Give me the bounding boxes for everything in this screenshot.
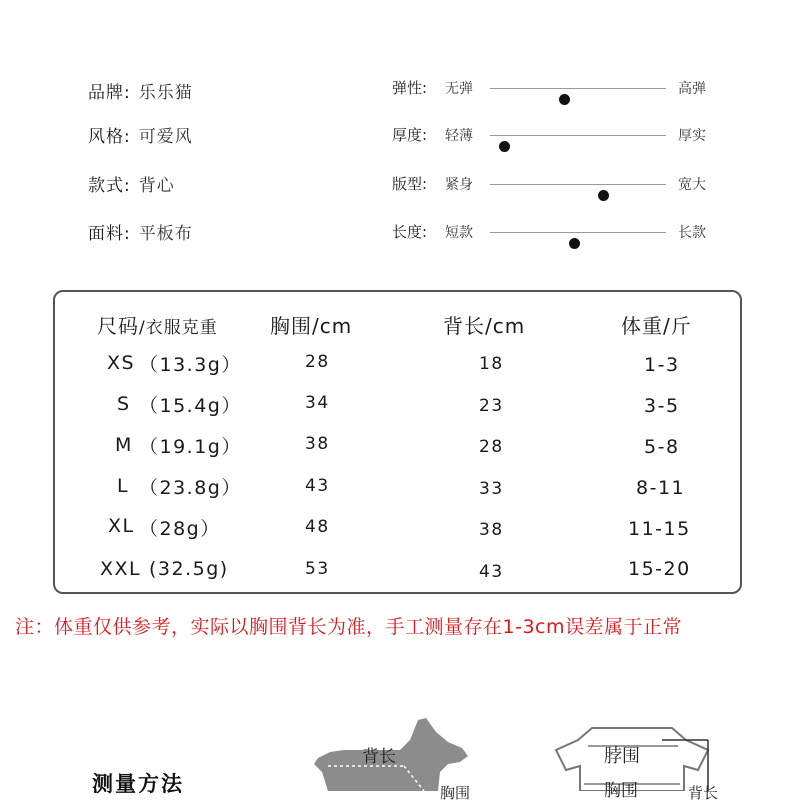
cell-length: 33 (479, 479, 504, 499)
cell-weight: 8-11 (636, 477, 686, 499)
cell-chest: 38 (305, 434, 330, 454)
attr-type-value: 背心 (138, 176, 175, 196)
cell-chest: 48 (305, 517, 330, 537)
slider-track (490, 184, 666, 185)
cell-size: XXL (100, 558, 142, 580)
cell-weight: 1-3 (644, 354, 680, 376)
header-size-sub: /衣服克重 (139, 318, 218, 338)
attr-brand (88, 78, 193, 103)
slider-low-label: 无弹 (445, 81, 473, 97)
cell-size: L (117, 475, 130, 497)
attr-brand-key: 品牌: (88, 83, 131, 103)
slider-low-label: 短款 (445, 225, 473, 241)
header-weight: 体重/斤 (621, 314, 692, 338)
label-back-length: 背长 (362, 747, 396, 767)
cell-length: 23 (479, 396, 504, 416)
attr-type (88, 171, 175, 196)
cell-length: 18 (479, 354, 504, 374)
attr-type-key: 款式: (88, 176, 131, 196)
attr-brand-value: 乐乐猫 (138, 83, 193, 103)
slider-length (392, 221, 722, 245)
cell-length: 28 (479, 437, 504, 457)
label-chest-2: 胸围 (604, 781, 638, 801)
slider-track (490, 135, 666, 136)
cell-chest: 34 (305, 393, 330, 413)
cell-grams: （15.4g） (139, 395, 242, 417)
size-table (53, 290, 742, 594)
label-chest: 胸围 (440, 784, 471, 802)
disclaimer-note: 注：体重仅供参考，实际以胸围背长为准，手工测量存在1-3cm误差属于正常 (15, 616, 682, 638)
slider-knob (559, 94, 570, 105)
cell-weight: 5-8 (644, 436, 680, 458)
slider-high-label: 宽大 (678, 177, 706, 193)
slider-key: 长度: (392, 223, 428, 241)
attr-fabric (88, 219, 193, 244)
slider-knob (499, 141, 510, 152)
cell-size: XS (107, 352, 136, 374)
slider-key: 厚度: (392, 126, 428, 144)
cell-length: 38 (479, 520, 504, 540)
attr-style (88, 122, 193, 147)
slider-high-label: 厚实 (678, 128, 706, 144)
label-neck: 脖围 (604, 746, 640, 767)
attr-fabric-key: 面料: (88, 224, 131, 244)
cell-weight: 3-5 (644, 395, 680, 417)
label-back-length-2: 背长 (688, 784, 719, 802)
cell-grams: （23.8g） (139, 477, 242, 499)
cell-chest: 28 (305, 352, 330, 372)
slider-knob (569, 238, 580, 249)
cell-chest: 53 (305, 559, 330, 579)
attr-fabric-value: 平板布 (138, 224, 193, 244)
slider-high-label: 高弹 (678, 81, 706, 97)
slider-fit (392, 173, 722, 197)
slider-key: 版型: (392, 175, 428, 193)
header-length: 背长/cm (443, 314, 526, 338)
measure-title: 测量方法 (92, 772, 184, 796)
cell-size: M (115, 434, 133, 456)
header-chest: 胸围/cm (270, 314, 353, 338)
cell-weight: 11-15 (628, 518, 691, 540)
cell-size: XL (108, 515, 135, 537)
cell-size: S (117, 393, 131, 415)
attr-style-key: 风格: (88, 127, 131, 147)
cell-grams: （28g） (139, 518, 221, 540)
slider-key: 弹性: (392, 79, 428, 97)
cell-grams: (32.5g) (149, 558, 229, 580)
attr-style-value: 可爱风 (138, 127, 193, 147)
slider-thickness (392, 124, 722, 148)
header-size-label: 尺码 (97, 314, 139, 338)
slider-track (490, 88, 666, 89)
slider-elasticity (392, 77, 722, 101)
slider-track (490, 232, 666, 233)
header-size (97, 310, 218, 339)
slider-low-label: 轻薄 (445, 128, 473, 144)
cell-grams: （13.3g） (139, 354, 242, 376)
cell-chest: 43 (305, 476, 330, 496)
slider-low-label: 紧身 (445, 177, 473, 193)
cell-grams: （19.1g） (139, 436, 242, 458)
cell-length: 43 (479, 562, 504, 582)
slider-knob (598, 190, 609, 201)
cell-weight: 15-20 (628, 558, 691, 580)
slider-high-label: 长款 (678, 225, 706, 241)
